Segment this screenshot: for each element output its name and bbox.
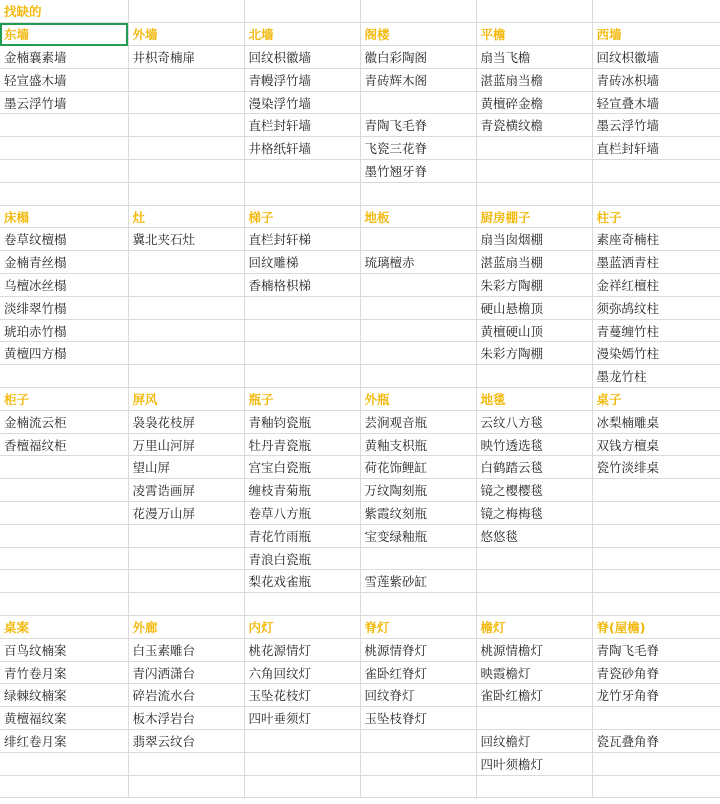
category-header-cell[interactable]: 外廊: [128, 616, 244, 639]
sheet-cell[interactable]: [360, 752, 476, 775]
sheet-cell[interactable]: 青砖辉木阁: [360, 68, 476, 91]
sheet-cell[interactable]: 牡丹青瓷瓶: [244, 433, 360, 456]
sheet-cell[interactable]: 六角回纹灯: [244, 661, 360, 684]
sheet-cell[interactable]: [0, 593, 128, 616]
sheet-cell[interactable]: 墨蓝洒青柱: [592, 251, 720, 274]
sheet-cell[interactable]: [128, 182, 244, 205]
sheet-cell[interactable]: [476, 707, 592, 730]
sheet-cell[interactable]: [360, 91, 476, 114]
sheet-cell[interactable]: 直栏封轩梯: [244, 228, 360, 251]
sheet-cell[interactable]: [128, 524, 244, 547]
sheet-cell[interactable]: 四叶须檐灯: [476, 752, 592, 775]
sheet-cell[interactable]: 黄檀硬山顶: [476, 319, 592, 342]
sheet-cell[interactable]: [360, 182, 476, 205]
sheet-row: [0, 160, 720, 183]
sheet-cell[interactable]: [0, 547, 128, 570]
sheet-cell[interactable]: 金楠襄素墙: [0, 46, 128, 69]
sheet-cell[interactable]: 徽白彩陶阁: [360, 46, 476, 69]
sheet-row: [0, 593, 720, 616]
sheet-cell[interactable]: [128, 342, 244, 365]
category-header-cell[interactable]: 北墙: [244, 23, 360, 46]
category-header-cell[interactable]: 灶: [128, 205, 244, 228]
sheet-cell[interactable]: [0, 137, 128, 160]
sheet-cell[interactable]: [244, 0, 360, 23]
sheet-row: [0, 114, 720, 137]
sheet-cell[interactable]: [0, 479, 128, 502]
sheet-cell[interactable]: 青陶飞毛脊: [592, 638, 720, 661]
category-header-cell[interactable]: 外瓶: [360, 388, 476, 411]
sheet-cell[interactable]: 乌檀冰丝榻: [0, 274, 128, 297]
sheet-cell[interactable]: [244, 775, 360, 798]
sheet-cell[interactable]: 碎岩流水台: [128, 684, 244, 707]
sheet-cell[interactable]: 宫宝白瓷瓶: [244, 456, 360, 479]
sheet-row: [0, 638, 720, 661]
category-header-cell[interactable]: 柱子: [592, 205, 720, 228]
sheet-cell[interactable]: [476, 593, 592, 616]
sheet-cell[interactable]: [592, 547, 720, 570]
sheet-cell[interactable]: [476, 0, 592, 23]
sheet-cell[interactable]: 素座奇楠柱: [592, 228, 720, 251]
sheet-cell[interactable]: 青闪洒潇台: [128, 661, 244, 684]
sheet-row: [0, 68, 720, 91]
sheet-cell[interactable]: [0, 160, 128, 183]
sheet-cell[interactable]: 悠悠毯: [476, 524, 592, 547]
sheet-cell[interactable]: 琥珀赤竹榻: [0, 319, 128, 342]
sheet-cell[interactable]: 青砖冰枳墙: [592, 68, 720, 91]
sheet-cell[interactable]: [476, 570, 592, 593]
sheet-cell[interactable]: 金楠流云柜: [0, 410, 128, 433]
sheet-row: [0, 91, 720, 114]
sheet-cell[interactable]: [128, 296, 244, 319]
sheet-cell[interactable]: [244, 319, 360, 342]
sheet-cell[interactable]: [244, 342, 360, 365]
sheet-cell[interactable]: 井格纸轩墙: [244, 137, 360, 160]
sheet-cell[interactable]: [0, 182, 128, 205]
sheet-cell[interactable]: [0, 524, 128, 547]
sheet-cell[interactable]: [128, 547, 244, 570]
sheet-cell[interactable]: [128, 319, 244, 342]
category-header-cell[interactable]: 地毯: [476, 388, 592, 411]
sheet-cell[interactable]: 直栏封轩墙: [592, 137, 720, 160]
sheet-cell[interactable]: 袅袅花枝屏: [128, 410, 244, 433]
sheet-cell[interactable]: [592, 502, 720, 525]
sheet-cell[interactable]: 墨龙竹柱: [592, 365, 720, 388]
sheet-cell[interactable]: 桃源情脊灯: [360, 638, 476, 661]
sheet-cell[interactable]: 朱彩方陶棚: [476, 274, 592, 297]
sheet-cell[interactable]: 玉坠枝脊灯: [360, 707, 476, 730]
sheet-cell[interactable]: 白鹤踏云毯: [476, 456, 592, 479]
sheet-cell[interactable]: 云纹八方毯: [476, 410, 592, 433]
category-header-cell[interactable]: 东墙: [0, 23, 128, 46]
sheet-cell[interactable]: [128, 365, 244, 388]
sheet-row: [0, 228, 720, 251]
sheet-cell[interactable]: 湛蓝扇当棚: [476, 251, 592, 274]
sheet-cell[interactable]: 淡绯翠竹榻: [0, 296, 128, 319]
sheet-row: [0, 524, 720, 547]
sheet-cell[interactable]: 金楠青丝榻: [0, 251, 128, 274]
sheet-cell[interactable]: 万里山河屏: [128, 433, 244, 456]
sheet-row: [0, 410, 720, 433]
sheet-cell[interactable]: 梨花戏雀瓶: [244, 570, 360, 593]
sheet-cell[interactable]: [0, 775, 128, 798]
sheet-cell[interactable]: 桃源情檐灯: [476, 638, 592, 661]
sheet-cell[interactable]: 玉坠花枝灯: [244, 684, 360, 707]
sheet-row: [0, 0, 720, 23]
sheet-cell[interactable]: 桃花源情灯: [244, 638, 360, 661]
sheet-row: [0, 251, 720, 274]
sheet-row: [0, 296, 720, 319]
sheet-cell[interactable]: 白玉素雕台: [128, 638, 244, 661]
sheet-cell[interactable]: 须弥鸪纹柱: [592, 296, 720, 319]
sheet-cell[interactable]: [128, 274, 244, 297]
category-header-cell[interactable]: 厨房棚子: [476, 205, 592, 228]
category-header-cell[interactable]: 内灯: [244, 616, 360, 639]
sheet-cell[interactable]: 香楠格枳梯: [244, 274, 360, 297]
sheet-cell[interactable]: [244, 730, 360, 753]
category-header-cell[interactable]: 瓶子: [244, 388, 360, 411]
category-header-cell[interactable]: 屏风: [128, 388, 244, 411]
sheet-cell[interactable]: [128, 0, 244, 23]
sheet-row: [0, 342, 720, 365]
sheet-cell[interactable]: 雪莲紫砂缸: [360, 570, 476, 593]
sheet-cell[interactable]: 宝变绿釉瓶: [360, 524, 476, 547]
sheet-cell[interactable]: 雀卧红檐灯: [476, 684, 592, 707]
category-header-cell[interactable]: 脊(屋檐): [592, 616, 720, 639]
sheet-row: [0, 365, 720, 388]
sheet-cell[interactable]: [360, 296, 476, 319]
sheet-cell[interactable]: 翡翠云纹台: [128, 730, 244, 753]
sheet-cell[interactable]: 黄檀福纹案: [0, 707, 128, 730]
category-header-cell[interactable]: 桌案: [0, 616, 128, 639]
category-header-cell[interactable]: 梯子: [244, 205, 360, 228]
sheet-cell[interactable]: [244, 160, 360, 183]
category-header-cell[interactable]: 床榻: [0, 205, 128, 228]
sheet-cell[interactable]: 四叶垂须灯: [244, 707, 360, 730]
sheet-cell[interactable]: 冰梨楠雕桌: [592, 410, 720, 433]
sheet-cell[interactable]: [360, 274, 476, 297]
sheet-cell[interactable]: 冀北夹石灶: [128, 228, 244, 251]
sheet-cell[interactable]: 湛蓝扇当檐: [476, 68, 592, 91]
sheet-cell[interactable]: 青釉钧瓷瓶: [244, 410, 360, 433]
sheet-cell[interactable]: 飞瓷三花脊: [360, 137, 476, 160]
sheet-cell[interactable]: [592, 479, 720, 502]
sheet-cell[interactable]: 青浪白瓷瓶: [244, 547, 360, 570]
sheet-cell[interactable]: 回纹檐灯: [476, 730, 592, 753]
sheet-cell[interactable]: 镜之樱樱毯: [476, 479, 592, 502]
sheet-cell[interactable]: [360, 547, 476, 570]
sheet-row: [0, 319, 720, 342]
sheet-cell[interactable]: 龙竹牙角脊: [592, 684, 720, 707]
sheet-cell[interactable]: 黄檀四方榻: [0, 342, 128, 365]
sheet-cell[interactable]: 映竹透选毯: [476, 433, 592, 456]
sheet-cell[interactable]: [128, 68, 244, 91]
sheet-cell[interactable]: 双钱方檀桌: [592, 433, 720, 456]
sheet-cell[interactable]: 绿棘纹楠案: [0, 684, 128, 707]
sheet-cell[interactable]: 镜之梅梅毯: [476, 502, 592, 525]
sheet-cell[interactable]: 望山屏: [128, 456, 244, 479]
category-header-cell[interactable]: 阁楼: [360, 23, 476, 46]
sheet-cell[interactable]: [128, 752, 244, 775]
sheet-row: [0, 752, 720, 775]
category-header-cell[interactable]: 平檐: [476, 23, 592, 46]
category-header-cell[interactable]: 柜子: [0, 388, 128, 411]
sheet-cell[interactable]: 直栏封轩墙: [244, 114, 360, 137]
sheet-cell[interactable]: [360, 0, 476, 23]
sheet-cell[interactable]: [592, 707, 720, 730]
sheet-cell[interactable]: [244, 752, 360, 775]
sheet-cell[interactable]: 卷草八方瓶: [244, 502, 360, 525]
sheet-cell[interactable]: [476, 365, 592, 388]
sheet-cell[interactable]: 墨竹翘牙脊: [360, 160, 476, 183]
sheet-cell[interactable]: [128, 160, 244, 183]
sheet-cell[interactable]: 金祥红檀柱: [592, 274, 720, 297]
sheet-cell[interactable]: [244, 593, 360, 616]
sheet-cell[interactable]: 青竹卷月案: [0, 661, 128, 684]
sheet-cell[interactable]: 琉璃檀赤: [360, 251, 476, 274]
sheet-row: [0, 479, 720, 502]
sheet-row: [0, 730, 720, 753]
sheet-row: [0, 684, 720, 707]
sheet-cell[interactable]: 香檀福纹柜: [0, 433, 128, 456]
sheet-cell[interactable]: [360, 319, 476, 342]
sheet-cell[interactable]: [360, 342, 476, 365]
sheet-cell[interactable]: [128, 775, 244, 798]
sheet-cell[interactable]: [592, 570, 720, 593]
sheet-cell[interactable]: 黄檀碎金檐: [476, 91, 592, 114]
sheet-cell[interactable]: [244, 296, 360, 319]
sheet-row: [0, 502, 720, 525]
sheet-cell[interactable]: [128, 91, 244, 114]
sheet-cell[interactable]: [476, 775, 592, 798]
category-header-cell[interactable]: 檐灯: [476, 616, 592, 639]
sheet-row: [0, 137, 720, 160]
sheet-cell[interactable]: [360, 730, 476, 753]
sheet-cell[interactable]: [476, 182, 592, 205]
sheet-cell[interactable]: [244, 365, 360, 388]
sheet-cell[interactable]: 青蔓缠竹柱: [592, 319, 720, 342]
sheet-cell[interactable]: [0, 365, 128, 388]
sheet-cell[interactable]: 映霞檐灯: [476, 661, 592, 684]
sheet-row: [0, 661, 720, 684]
sheet-cell[interactable]: [128, 593, 244, 616]
sheet-cell[interactable]: 荷花饰鲤缸: [360, 456, 476, 479]
sheet-cell[interactable]: [244, 182, 360, 205]
sheet-cell[interactable]: [476, 547, 592, 570]
sheet-cell[interactable]: [360, 775, 476, 798]
sheet-cell[interactable]: 扇当囱烟棚: [476, 228, 592, 251]
category-header-cell[interactable]: 桌子: [592, 388, 720, 411]
sheet-row: [0, 547, 720, 570]
sheet-row: [0, 205, 720, 228]
sheet-cell[interactable]: 回纹雕梯: [244, 251, 360, 274]
sheet-cell[interactable]: 缠枝青菊瓶: [244, 479, 360, 502]
sheet-cell[interactable]: [128, 114, 244, 137]
sheet-cell[interactable]: 紫霞纹刻瓶: [360, 502, 476, 525]
sheet-cell[interactable]: [128, 570, 244, 593]
sheet-cell[interactable]: 青陶飞毛脊: [360, 114, 476, 137]
sheet-cell[interactable]: 井枳奇楠扉: [128, 46, 244, 69]
sheet-cell[interactable]: [360, 365, 476, 388]
sheet-cell[interactable]: [592, 524, 720, 547]
sheet-cell[interactable]: 墨云浮竹墙: [592, 114, 720, 137]
sheet-cell[interactable]: 青花竹雨瓶: [244, 524, 360, 547]
sheet-cell[interactable]: 雀卧红脊灯: [360, 661, 476, 684]
sheet-cell[interactable]: 万纹陶刻瓶: [360, 479, 476, 502]
sheet-cell[interactable]: 瓷竹淡绯桌: [592, 456, 720, 479]
sheet-row: [0, 23, 720, 46]
sheet-cell[interactable]: [360, 593, 476, 616]
sheet-row: [0, 433, 720, 456]
sheet-cell[interactable]: 回纹脊灯: [360, 684, 476, 707]
sheet-cell[interactable]: 硬山悬檐顶: [476, 296, 592, 319]
sheet-cell[interactable]: [0, 570, 128, 593]
sheet-cell[interactable]: [0, 456, 128, 479]
sheet-cell[interactable]: [360, 228, 476, 251]
sheet-row: [0, 570, 720, 593]
sheet-cell[interactable]: 回纹枳徽墙: [592, 46, 720, 69]
category-header-cell[interactable]: 脊灯: [360, 616, 476, 639]
sheet-cell[interactable]: 黄釉支枳瓶: [360, 433, 476, 456]
sheet-cell[interactable]: [0, 114, 128, 137]
sheet-cell[interactable]: [128, 251, 244, 274]
sheet-cell[interactable]: [592, 182, 720, 205]
sheet-cell[interactable]: [0, 752, 128, 775]
sheet-cell[interactable]: [0, 502, 128, 525]
sheet-cell[interactable]: 扇当飞檐: [476, 46, 592, 69]
sheet-cell[interactable]: 回纹枳徽墙: [244, 46, 360, 69]
sheet-cell[interactable]: 凌霄诰画屏: [128, 479, 244, 502]
category-header-cell[interactable]: 西墙: [592, 23, 720, 46]
sheet-cell[interactable]: [592, 593, 720, 616]
sheet-cell[interactable]: 青瓷砂角脊: [592, 661, 720, 684]
sheet-cell[interactable]: [476, 160, 592, 183]
sheet-row: [0, 456, 720, 479]
sheet-row: [0, 388, 720, 411]
sheet-cell[interactable]: 卷草纹檀榻: [0, 228, 128, 251]
sheet-row: [0, 775, 720, 798]
sheet-cell[interactable]: 百鸟纹楠案: [0, 638, 128, 661]
sheet-row: [0, 274, 720, 297]
sheet-row: [0, 182, 720, 205]
sheet-cell[interactable]: 花漫万山屏: [128, 502, 244, 525]
sheet-row: [0, 707, 720, 730]
sheet-cell[interactable]: 轻宣盛木墙: [0, 68, 128, 91]
sheet-cell[interactable]: [476, 137, 592, 160]
sheet-cell[interactable]: 芸涧观音瓶: [360, 410, 476, 433]
sheet-row: [0, 616, 720, 639]
sheet-cell[interactable]: [592, 0, 720, 23]
sheet-cell[interactable]: [592, 160, 720, 183]
sheet-cell[interactable]: 青幔浮竹墙: [244, 68, 360, 91]
sheet-cell[interactable]: 漫染嫣竹柱: [592, 342, 720, 365]
sheet-cell[interactable]: [128, 137, 244, 160]
sheet-cell[interactable]: 瓷瓦叠角脊: [592, 730, 720, 753]
category-header-cell[interactable]: 外墙: [128, 23, 244, 46]
sheet-cell[interactable]: 青瓷横纹檐: [476, 114, 592, 137]
sheet-cell[interactable]: [592, 752, 720, 775]
sheet-cell[interactable]: 墨云浮竹墙: [0, 91, 128, 114]
category-header-cell[interactable]: 地板: [360, 205, 476, 228]
sheet-cell[interactable]: 板木浮岩台: [128, 707, 244, 730]
sheet-cell[interactable]: 轻宣叠木墙: [592, 91, 720, 114]
sheet-cell[interactable]: 朱彩方陶棚: [476, 342, 592, 365]
sheet-cell[interactable]: 漫染浮竹墙: [244, 91, 360, 114]
sheet-cell[interactable]: [592, 775, 720, 798]
category-header-cell[interactable]: 找缺的: [0, 0, 128, 23]
sheet-cell[interactable]: 绯红卷月案: [0, 730, 128, 753]
sheet-row: [0, 46, 720, 69]
